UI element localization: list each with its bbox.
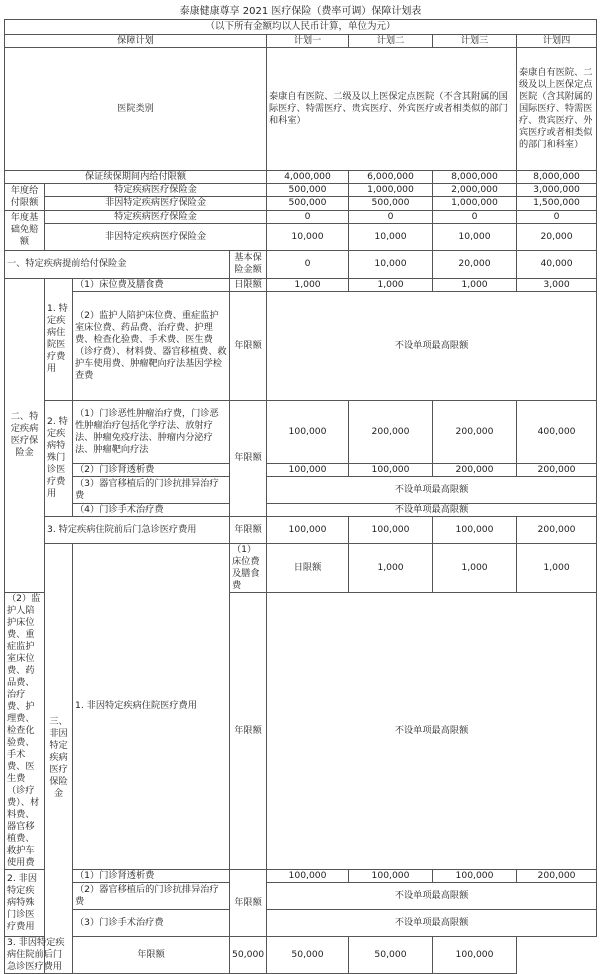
cell-value: 10,000 bbox=[267, 223, 349, 250]
merged-value: 不设单项最高限额 bbox=[267, 476, 597, 503]
s3-prepost-label: 3. 非因特定疾病住院前后门急诊医疗费用 bbox=[5, 936, 73, 973]
cell-value: 1,000,000 bbox=[349, 183, 433, 196]
cell-value: 20,000 bbox=[433, 250, 517, 278]
plan-label: 保障计划 bbox=[5, 34, 267, 47]
cell-value: 1,000,000 bbox=[433, 196, 517, 210]
hospital-label: 医院类别 bbox=[5, 47, 267, 170]
s2-prepost-label: 3. 特定疾病住院前后门急诊医疗费用 bbox=[45, 516, 230, 543]
cell-value: 200,000 bbox=[517, 869, 597, 882]
unit-label: 年限额 bbox=[230, 400, 267, 516]
cell-value: 400,000 bbox=[517, 400, 597, 463]
s3-item-label: （2）器官移植后的门诊抗排异治疗费 bbox=[73, 882, 230, 909]
unit-label: 日限额 bbox=[267, 543, 349, 592]
cell-value: 1,000 bbox=[349, 278, 433, 291]
hospital-plans-1-3: 泰康自有医院、二级及以上医保定点医院（不含其附属的国际医疗、特需医疗、贵宾医疗、外宾医疗或者相类似的部门和科室） bbox=[267, 47, 517, 170]
cell-value: 500,000 bbox=[267, 183, 349, 196]
s3-item-label: （3）门诊手术治疗费 bbox=[73, 909, 230, 936]
unit-label: 日限额 bbox=[230, 278, 267, 291]
s2-item-label: （4）门诊手术治疗费 bbox=[73, 503, 230, 516]
unit-label: 年限额 bbox=[230, 516, 267, 543]
cell-value: 1,000 bbox=[433, 543, 517, 592]
cell-value: 100,000 bbox=[433, 516, 517, 543]
cell-value: 20,000 bbox=[517, 223, 597, 250]
unit-label: 年限额 bbox=[230, 291, 267, 400]
s2-inpatient-label: 1. 特定疾病住院医疗费用 bbox=[45, 278, 73, 400]
cell-value: 50,000 bbox=[230, 936, 267, 973]
annual-limit-row-label: 特定疾病医疗保险金 bbox=[45, 183, 267, 196]
guarantee-label: 保证续保期间内给付限额 bbox=[5, 170, 267, 183]
cell-value: 2,000,000 bbox=[433, 183, 517, 196]
merged-value: 不设单项最高限额 bbox=[267, 592, 597, 869]
guarantee-value: 8,000,000 bbox=[433, 170, 517, 183]
merged-value: 不设单项最高限额 bbox=[267, 291, 597, 400]
cell-value: 100,000 bbox=[349, 516, 433, 543]
cell-value: 1,000 bbox=[517, 543, 597, 592]
cell-value: 500,000 bbox=[349, 196, 433, 210]
cell-value: 200,000 bbox=[517, 463, 597, 476]
cell-value: 100,000 bbox=[267, 869, 349, 882]
cell-value: 0 bbox=[267, 210, 349, 223]
advance-label: 一、特定疾病提前给付保险金 bbox=[5, 250, 230, 278]
cell-value: 3,000 bbox=[517, 278, 597, 291]
table-title: 泰康健康尊享 2021 医疗保险（费率可调）保障计划表 bbox=[5, 4, 597, 19]
cell-value: 100,000 bbox=[349, 869, 433, 882]
s3-inpatient-label: 1. 非因特定疾病住院医疗费用 bbox=[73, 543, 230, 869]
plan-header: 计划一 bbox=[267, 34, 349, 47]
cell-value: 0 bbox=[433, 210, 517, 223]
annual-limit-label: 年度给付限额 bbox=[5, 183, 45, 210]
plan-table bbox=[4, 4, 597, 974]
plan-header: 计划三 bbox=[433, 34, 517, 47]
s3-outpatient-label: 2. 非因特定疾病特殊门诊医疗费用 bbox=[5, 869, 45, 936]
cell-value: 100,000 bbox=[349, 463, 433, 476]
s3-item-label: （1）门诊肾透析费 bbox=[73, 869, 230, 882]
guarantee-value: 4,000,000 bbox=[267, 170, 349, 183]
cell-value: 100,000 bbox=[267, 463, 349, 476]
s2-item-label: （2）监护人陪护床位费、重症监护室床位费、药品费、治疗费、护理费、检查化验费、手术费、医生费（诊疗费）、材料费、器官移植费、救护车使用费、肿瘤靶向疗法基因学检查费 bbox=[73, 291, 230, 400]
cell-value: 100,000 bbox=[433, 869, 517, 882]
cell-value: 1,000 bbox=[349, 543, 433, 592]
cell-value: 0 bbox=[349, 210, 433, 223]
cell-value: 3,000,000 bbox=[517, 183, 597, 196]
cell-value: 50,000 bbox=[349, 936, 433, 973]
plan-header: 计划四 bbox=[517, 34, 597, 47]
cell-value: 200,000 bbox=[433, 400, 517, 463]
merged-value: 不设单项最高限额 bbox=[267, 909, 597, 936]
cell-value: 1,000 bbox=[433, 278, 517, 291]
merged-value: 不设单项最高限额 bbox=[267, 503, 597, 516]
cell-value: 200,000 bbox=[517, 516, 597, 543]
s3-item-label: （2）监护人陪护床位费、重症监护室床位费、药品费、治疗费、护理费、检查化验费、手术费、医生费（诊疗费）、材料费、器官移植费、救护车使用费 bbox=[5, 592, 45, 869]
unit-label: 年限额 bbox=[230, 592, 267, 869]
deductible-row-label: 非因特定疾病医疗保险金 bbox=[45, 223, 267, 250]
cell-value: 200,000 bbox=[433, 463, 517, 476]
s2-outpatient-label: 2. 特定疾病特殊门诊医疗费用 bbox=[45, 400, 73, 516]
cell-value: 0 bbox=[517, 210, 597, 223]
guarantee-value: 8,000,000 bbox=[517, 170, 597, 183]
guarantee-value: 6,000,000 bbox=[349, 170, 433, 183]
cell-value: 100,000 bbox=[267, 400, 349, 463]
plan-header: 计划二 bbox=[349, 34, 433, 47]
hospital-plan-4: 泰康自有医院、二级及以上医保定点医院（含其附属的国际医疗、特需医疗、贵宾医疗、外宾医疗或者相类似的部门和科室） bbox=[517, 47, 597, 170]
deductible-label: 年度基础免赔额 bbox=[5, 210, 45, 250]
s2-item-label: （1）门诊恶性肿瘤治疗费，门诊恶性肿瘤治疗包括化学疗法、放射疗法、肿瘤免疫疗法、肿瘤内分泌疗法、肿瘤靶向疗法 bbox=[73, 400, 230, 463]
s3-item-label: （1）床位费及膳食费 bbox=[230, 543, 267, 592]
section2-label: 二、特定疾病医疗保险金 bbox=[5, 278, 45, 592]
s2-item-label: （2）门诊肾透析费 bbox=[73, 463, 230, 476]
unit-label: 年限额 bbox=[73, 936, 230, 973]
cell-value: 1,000 bbox=[267, 278, 349, 291]
cell-value: 50,000 bbox=[267, 936, 349, 973]
cell-value: 40,000 bbox=[517, 250, 597, 278]
cell-value: 10,000 bbox=[349, 223, 433, 250]
deductible-row-label: 特定疾病医疗保险金 bbox=[45, 210, 267, 223]
advance-unit: 基本保险金额 bbox=[230, 250, 267, 278]
cell-value: 10,000 bbox=[349, 250, 433, 278]
s2-item-label: （1）床位费及膳食费 bbox=[73, 278, 230, 291]
s2-item-label: （3）器官移植后的门诊抗排异治疗费 bbox=[73, 476, 230, 503]
merged-value: 不设单项最高限额 bbox=[267, 882, 597, 909]
cell-value: 200,000 bbox=[349, 400, 433, 463]
cell-value: 0 bbox=[267, 250, 349, 278]
cell-value: 10,000 bbox=[433, 223, 517, 250]
cell-value: 100,000 bbox=[433, 936, 517, 973]
cell-value: 100,000 bbox=[267, 516, 349, 543]
table-subtitle: （以下所有金额均以人民币计算，单位为元） bbox=[5, 19, 597, 34]
cell-value: 1,500,000 bbox=[517, 196, 597, 210]
section3-label: 三、非因特定疾病医疗保险金 bbox=[45, 543, 73, 973]
annual-limit-row-label: 非因特定疾病医疗保险金 bbox=[45, 196, 267, 210]
unit-label: 年限额 bbox=[230, 869, 267, 936]
cell-value: 500,000 bbox=[267, 196, 349, 210]
